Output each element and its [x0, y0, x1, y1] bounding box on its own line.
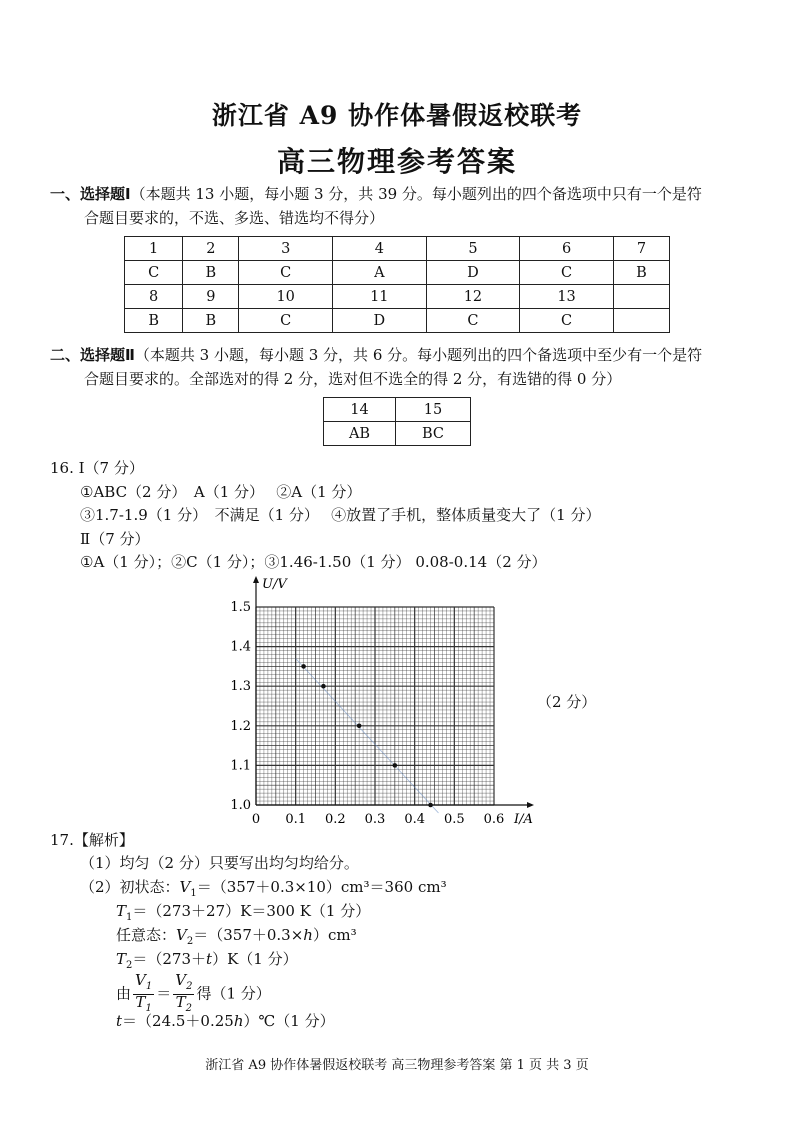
q17-any-state: 任意态：$V_2=(357+0.3\times h)cm^3$ [116, 926, 357, 947]
y-tick-label: 1.2 [230, 718, 251, 734]
q16-part1-line2: ③1.7-1.9（1 分） 不满足（1 分） ④放置了手机，整体质量变大了（1 分） [80, 506, 601, 524]
graph-score: （2 分） [537, 693, 597, 711]
data-point [428, 803, 433, 808]
t1-cell: 4 [333, 237, 427, 261]
section1-answer-table [124, 236, 670, 333]
x-axis-label: I/A [514, 812, 533, 827]
q16-heading: 16. Ⅰ（7 分） [50, 459, 144, 477]
t1-cell: C [239, 309, 333, 333]
section1-heading: 一、选择题Ⅰ [50, 185, 131, 203]
t1-cell: 6 [520, 237, 614, 261]
t1-cell: B [125, 309, 183, 333]
t1-cell: 13 [520, 285, 614, 309]
q17-v1-value: ＝（357＋0.3×10）cm³＝360 cm³ [196, 878, 447, 896]
x-tick-label: 0.6 [483, 812, 505, 827]
t1-cell: 9 [183, 285, 239, 309]
t2-cell: 15 [396, 398, 471, 422]
section1-desc-2: 合题目要求的，不选、多选、错选均不得分） [84, 209, 385, 227]
t1-cell: A [333, 261, 427, 285]
q17-t1-value: ＝（273＋27）K＝300 K（1 分） [132, 902, 371, 920]
y-tick-label: 1.4 [230, 639, 251, 655]
t1-cell: B [183, 261, 239, 285]
t1-cell: 7 [613, 237, 669, 261]
t2-cell: AB [324, 422, 396, 446]
q17-result-unit: ）℃（1 分） [243, 1012, 335, 1030]
t1-cell: 12 [426, 285, 520, 309]
x-tick-label: 0.1 [285, 812, 307, 827]
t1-cell: C [239, 261, 333, 285]
section1-intro [50, 182, 702, 206]
q17-relation-prefix: 由 [116, 984, 132, 1003]
y-tick-label: 1.1 [230, 758, 251, 774]
fraction-v2-t2: $\frac{V_2}{T_2}$ [175, 971, 193, 1014]
q17-t2: $T_2=(273+t)K(1$ 分） [116, 950, 298, 971]
t1-cell: D [333, 309, 427, 333]
data-point [393, 763, 398, 768]
q17-result: t＝（24.5＋0.25h）℃（1 分） [116, 1012, 335, 1030]
x-tick-label: 0 [251, 812, 261, 827]
q17-v2-value: ＝（357＋0.3× [193, 926, 304, 944]
y-tick-label: 1.3 [230, 679, 251, 695]
t1-row [125, 285, 670, 309]
section2-intro [50, 343, 702, 367]
x-axis-arrow-icon [527, 802, 534, 808]
y-tick-label: 1.5 [230, 600, 251, 615]
t1-cell: 3 [239, 237, 333, 261]
t1-cell: 11 [333, 285, 427, 309]
t2-cell: BC [396, 422, 471, 446]
q17-heading: 17.【解析】 [50, 831, 134, 849]
u-i-graph [220, 574, 540, 834]
q17-t2-value: ＝（273＋ [132, 950, 207, 968]
t1-cell: B [613, 261, 669, 285]
q17-relation-score: 得（1 分） [196, 984, 271, 1003]
q17-v2-unit: ）cm³ [312, 926, 357, 944]
x-tick-label: 0.4 [404, 812, 426, 827]
q16-part2-heading: Ⅱ（7 分） [80, 530, 150, 548]
answer-key-title: 高三物理参考答案 [276, 145, 517, 178]
t1-cell: 8 [125, 285, 183, 309]
t1-cell: B [183, 309, 239, 333]
fraction-v1-t1: $\frac{V_1}{T_1}$ [135, 971, 153, 1014]
t2-row [324, 398, 471, 422]
x-tick-label: 0.5 [443, 812, 465, 827]
t2-row [324, 422, 471, 446]
q16-part2-line1: ①A（1 分）；②C（1 分）；③1.46-1.50（1 分） 0.08-0.14（2 分） [80, 553, 547, 571]
section2-heading: 二、选择题Ⅱ [50, 346, 135, 364]
t1-row [125, 309, 670, 333]
y-axis-label: U/V [262, 577, 287, 592]
q17-initial-label: （2）初状态： [80, 878, 180, 896]
y-tick-label: 1.0 [230, 798, 251, 813]
q17-t2-unit: ）K（1 分） [212, 950, 298, 968]
data-point [357, 724, 362, 729]
t1-cell: C [520, 309, 614, 333]
q17-any-label: 任意态： [116, 926, 177, 944]
x-tick-label: 0.3 [364, 812, 386, 827]
t1-cell: C [426, 309, 520, 333]
section2-desc-2: 合题目要求的。全部选对的得 2 分，选对但不选全的得 2 分，有选错的得 0 分） [84, 370, 622, 388]
t1-cell [613, 309, 669, 333]
q16-part1-line1: ①ABC（2 分） A（1 分） ②A（1 分） [80, 483, 362, 501]
t2-cell: 14 [324, 398, 396, 422]
t1-cell: 2 [183, 237, 239, 261]
t1-cell: 1 [125, 237, 183, 261]
t1-row [125, 237, 670, 261]
t1-cell: C [520, 261, 614, 285]
q17-relation: 由 $\frac{V_1}{T_1}$ ＝ $\frac{V_2}{T_2}$ 得（1 分） [116, 971, 271, 1014]
q17-t1: $T_1=(273+27)K=300$ K（1 分） [116, 902, 371, 923]
section1-desc-1: （本题共 13 小题，每小题 3 分，共 39 分。每小题列出的四个备选项中只有一个是符 [130, 185, 702, 203]
data-point [301, 664, 306, 669]
section2-desc-1: （本题共 3 小题，每小题 3 分，共 6 分。每小题列出的四个备选项中至少有一个是符 [134, 346, 703, 364]
q17-result-value: ＝（24.5＋0.25 [122, 1012, 234, 1030]
t1-cell: C [125, 261, 183, 285]
q17-part1: （1）均匀（2 分）只要写出均匀均给分。 [80, 854, 359, 872]
t1-cell [613, 285, 669, 309]
t1-cell: 5 [426, 237, 520, 261]
section2-answer-table [323, 397, 471, 446]
exam-title: 浙江省 A9 协作体暑假返校联考 [211, 101, 583, 130]
t1-row [125, 261, 670, 285]
y-axis-arrow-icon [253, 576, 259, 583]
t1-cell: D [426, 261, 520, 285]
t1-cell: 10 [239, 285, 333, 309]
data-point [321, 684, 326, 689]
q17-initial-state: （2）初状态：$V_1=(357+0.3\times 10)cm^3=360$ cm³ [80, 878, 447, 899]
x-tick-label: 0.2 [324, 812, 346, 827]
page-footer: 浙江省 A9 协作体暑假返校联考 高三物理参考答案 第 1 页 共 3 页 [205, 1058, 589, 1073]
